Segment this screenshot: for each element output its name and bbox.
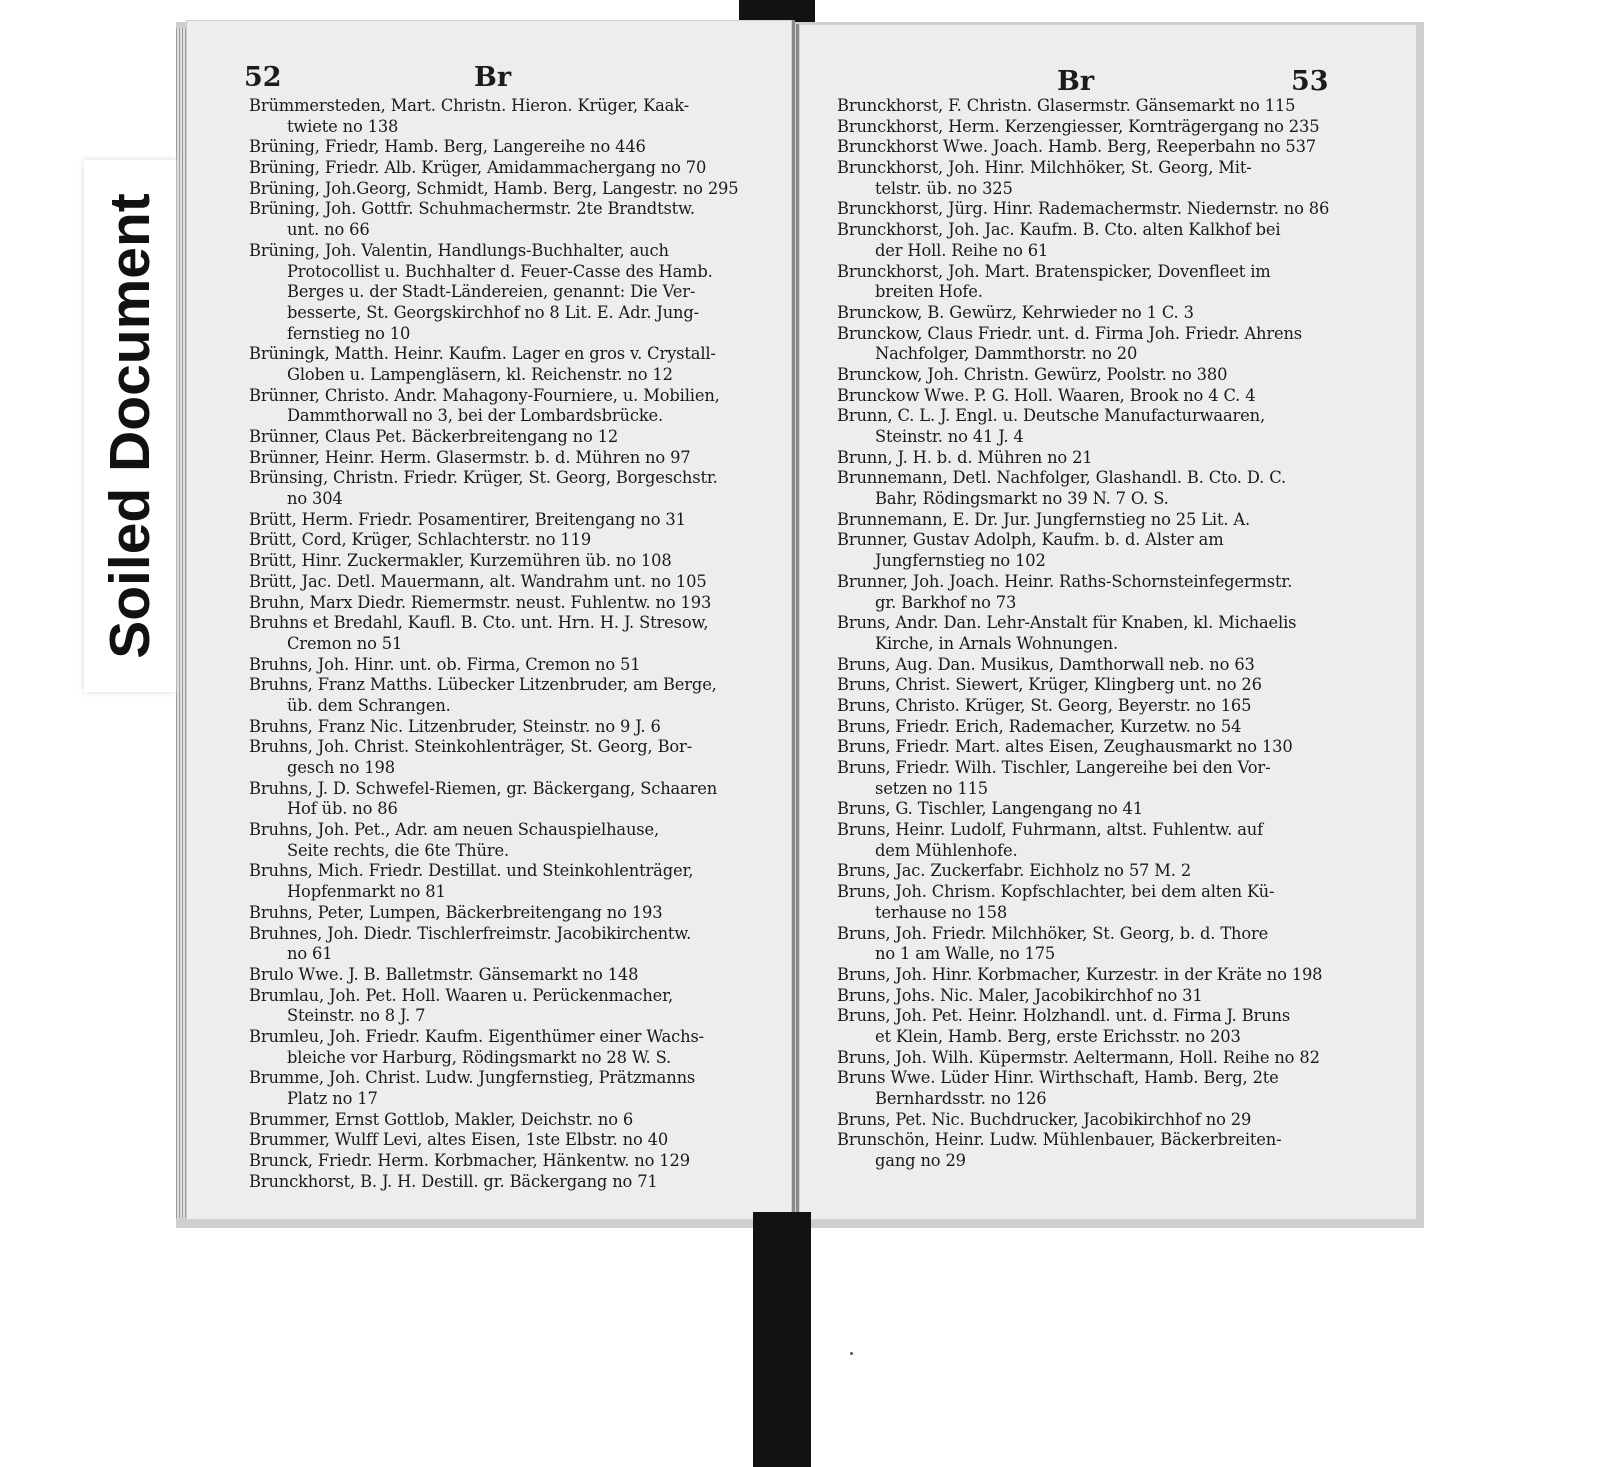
entry-continuation-line: unt. no 66 [287,220,370,240]
entry-continuation-line: Platz no 17 [287,1089,378,1108]
directory-entry-line: Brüning, Joh.Georg, Schmidt, Hamb. Berg, Langestr. no 295 [249,178,739,198]
directory-entry-line: Brunckhorst, Joh. Hinr. Milchhöker, St. Georg, Mit- [837,158,1252,178]
entry-continuation-line: no 61 [287,944,333,964]
entry-continuation-line: Nachfolger, Dammthorstr. no 20 [875,344,1138,364]
right-running-head: Br [1057,66,1095,97]
directory-entry-line: Bruhns, Joh. Christ. Steinkohlenträger, St. Georg, Bor- [249,737,693,757]
entry-continuation-line: breiten Hofe. [875,282,983,302]
entry-continuation-line: Berges u. der Stadt-Ländereien, genannt: Die Ver- [287,282,696,302]
entry-continuation-line: Steinstr. no 8 J. 7 [287,1006,426,1026]
directory-entry-line: Bruns, G. Tischler, Langengang no 41 [837,799,1143,819]
entry-continuation-line: setzen no 115 [875,778,988,798]
directory-entry-line: Bruns Wwe. Lüder Hinr. Wirthschaft, Hamb. Berg, 2te [837,1068,1279,1088]
directory-entry-line: Brünner, Christo. Andr. Mahagony-Fourniere, u. Mobilien, [249,385,720,405]
entry-continuation-line: Dammthorwall no 3, bei der Lombardsbrücke. [287,406,664,426]
left-entry-list [249,96,754,1192]
directory-entry-line: Bruhns, Peter, Lumpen, Bäckerbreitengang no 193 [249,902,663,922]
entry-continuation-line: besserte, St. Georgskirchhof no 8 Lit. E. Adr. Jung- [287,302,700,322]
directory-entry-line: Brunckhorst, Jürg. Hinr. Rademachermstr. Niedernstr. no 86 [837,199,1330,219]
entry-continuation-line: Hopfenmarkt no 81 [287,882,446,902]
entry-continuation-line: gang no 29 [875,1151,966,1171]
entry-continuation-line: Protocollist u. Buchhalter d. Feuer-Casse des Hamb. [287,261,713,281]
directory-entry-line: Brünner, Claus Pet. Bäckerbreitengang no 12 [249,427,619,446]
entry-continuation-line: Bahr, Rödingsmarkt no 39 N. 7 O. S. [875,489,1169,509]
directory-entry-line: Bruhns, Franz Matths. Lübecker Litzenbruder, am Berge, [249,675,717,695]
directory-entry-line: Brummer, Wulff Levi, altes Eisen, 1ste Elbstr. no 40 [249,1130,669,1150]
directory-entry-line: Brumme, Joh. Christ. Ludw. Jungfernstieg, Prätzmanns [249,1068,696,1088]
directory-entry-line: Bruhn, Marx Diedr. Riemermstr. neust. Fuhlentw. no 193 [249,592,712,612]
directory-entry-line: Brüning, Joh. Gottfr. Schuhmachermstr. 2te Brandtstw. [249,199,695,219]
directory-entry-line: Bruns, Friedr. Mart. altes Eisen, Zeughausmarkt no 130 [837,737,1293,757]
directory-entry-line: Brüning, Friedr, Hamb. Berg, Langereihe no 446 [249,137,646,157]
directory-entry-line: Brunschön, Heinr. Ludw. Mühlenbauer, Bäckerbreiten- [837,1130,1282,1150]
left-page-number: 52 [244,62,282,93]
directory-entry-line: Bruhns, Mich. Friedr. Destillat. und Steinkohlenträger, [249,861,694,881]
directory-entry-line: Brütt, Hinr. Zuckermakler, Kurzemühren üb. no 108 [249,551,672,571]
directory-entry-line: Brunckow, Claus Friedr. unt. d. Firma Joh. Friedr. Ahrens [837,323,1302,343]
entry-continuation-line: Seite rechts, die 6te Thüre. [287,840,509,860]
right-page [796,24,1417,1220]
directory-entry-line: Brüningk, Matth. Heinr. Kaufm. Lager en gros v. Crystall- [249,344,716,364]
directory-entry-line: Brüning, Joh. Valentin, Handlungs-Buchhalter, auch [249,240,669,260]
entry-continuation-line: Bernhardsstr. no 126 [875,1089,1047,1108]
entry-continuation-line: gr. Barkhof no 73 [875,592,1017,612]
entry-continuation-line: Jungfernstieg no 102 [875,551,1046,571]
directory-entry-line: Bruns, Johs. Nic. Maler, Jacobikirchhof no 31 [837,985,1203,1005]
directory-entry-line: Brümmersteden, Mart. Christn. Hieron. Krüger, Kaak- [249,96,689,115]
directory-entry-line: Bruns, Joh. Pet. Heinr. Holzhandl. unt. d. Firma J. Bruns [837,1006,1291,1026]
directory-entry-line: Brunck, Friedr. Herm. Korbmacher, Hänkentw. no 129 [249,1151,690,1171]
directory-entry-line: Bruns, Joh. Friedr. Milchhöker, St. Georg, b. d. Thore [837,923,1269,943]
directory-entry-line: Bruns, Joh. Chrism. Kopfschlachter, bei dem alten Kü- [837,882,1275,902]
directory-entry-line: Brunckhorst Wwe. Joach. Hamb. Berg, Reeperbahn no 537 [837,137,1317,157]
directory-entry-line: Brummer, Ernst Gottlob, Makler, Deichstr. no 6 [249,1109,634,1129]
stamp-text: Soiled Document [98,193,162,659]
entry-continuation-line: Hof üb. no 86 [287,799,398,819]
directory-entry-line: Brunckow, B. Gewürz, Kehrwieder no 1 C. 3 [837,302,1194,322]
soiled-document-stamp [84,160,176,692]
directory-entry-line: Bruhns, J. D. Schwefel-Riemen, gr. Bäckergang, Schaaren [249,778,718,798]
right-entry-list [837,96,1337,1172]
directory-entry-line: Brunner, Joh. Joach. Heinr. Raths-Schornsteinfegermstr. [837,571,1293,591]
directory-entry-line: Bruns, Heinr. Ludolf, Fuhrmann, altst. Fuhlentw. auf [837,820,1263,840]
dust-speck [850,1352,853,1355]
entry-continuation-line: terhause no 158 [875,902,1008,922]
entry-continuation-line: fernstieg no 10 [287,323,411,343]
directory-entry-line: Brunckow, Joh. Christn. Gewürz, Poolstr. no 380 [837,364,1228,384]
directory-entry-line: Brunckow Wwe. P. G. Holl. Waaren, Brook no 4 C. 4 [837,385,1256,405]
directory-entry-line: Bruns, Aug. Dan. Musikus, Damthorwall neb. no 63 [837,654,1255,674]
directory-entry-line: Bruns, Joh. Hinr. Korbmacher, Kurzestr. in der Kräte no 198 [837,964,1323,984]
entry-continuation-line: twiete no 138 [287,116,399,136]
directory-entry-line: Bruns, Jac. Zuckerfabr. Eichholz no 57 M. 2 [837,861,1192,881]
directory-entry-line: Bruns, Pet. Nic. Buchdrucker, Jacobikirchhof no 29 [837,1109,1252,1129]
directory-entry-line: Brunn, J. H. b. d. Mühren no 21 [837,447,1093,467]
directory-entry-line: Brüning, Friedr. Alb. Krüger, Amidammachergang no 70 [249,158,707,178]
directory-entry-line: Brumleu, Joh. Friedr. Kaufm. Eigenthümer einer Wachs- [249,1026,705,1046]
entry-continuation-line: Kirche, in Arnals Wohnungen. [875,633,1118,653]
entry-continuation-line: no 1 am Walle, no 175 [875,944,1056,964]
entry-continuation-line: et Klein, Hamb. Berg, erste Erichsstr. no 203 [875,1026,1241,1046]
directory-entry-line: Bruns, Friedr. Wilh. Tischler, Langereihe bei den Vor- [837,758,1271,777]
entry-continuation-line: Cremon no 51 [287,633,403,653]
directory-entry-line: Bruns, Christo. Krüger, St. Georg, Beyerstr. no 165 [837,695,1252,715]
directory-entry-line: Brumlau, Joh. Pet. Holl. Waaren u. Perückenmacher, [249,985,674,1005]
directory-entry-line: Brunckhorst, B. J. H. Destill. gr. Bäckergang no 71 [249,1171,658,1191]
directory-entry-line: Brunner, Gustav Adolph, Kaufm. b. d. Alster am [837,530,1224,550]
directory-entry-line: Bruhns, Joh. Pet., Adr. am neuen Schauspielhause, [249,820,660,840]
entry-continuation-line: Steinstr. no 41 J. 4 [875,427,1024,446]
directory-entry-line: Brütt, Herm. Friedr. Posamentirer, Breitengang no 31 [249,509,686,529]
directory-entry-line: Brunn, C. L. J. Engl. u. Deutsche Manufacturwaaren, [837,406,1266,426]
directory-entry-line: Bruhns, Franz Nic. Litzenbruder, Steinstr. no 9 J. 6 [249,716,661,736]
directory-entry-line: Brulo Wwe. J. B. Balletmstr. Gänsemarkt no 148 [249,964,639,984]
spine-bottom-band [753,1212,811,1467]
entry-continuation-line: no 304 [287,489,343,509]
directory-entry-line: Bruns, Friedr. Erich, Rademacher, Kurzetw. no 54 [837,716,1242,736]
right-page-number: 53 [1291,66,1329,97]
entry-continuation-line: dem Mühlenhofe. [875,840,1018,860]
entry-continuation-line: der Holl. Reihe no 61 [875,240,1049,260]
directory-entry-line: Bruhns, Joh. Hinr. unt. ob. Firma, Cremon no 51 [249,654,641,674]
directory-entry-line: Brunckhorst, Joh. Mart. Bratenspicker, Dovenfleet im [837,261,1271,281]
directory-entry-line: Brunckhorst, Herm. Kerzengiesser, Kornträgergang no 235 [837,116,1320,136]
directory-entry-line: Brünner, Heinr. Herm. Glasermstr. b. d. Mühren no 97 [249,447,691,467]
directory-entry-line: Brütt, Jac. Detl. Mauermann, alt. Wandrahm unt. no 105 [249,571,707,591]
directory-entry-line: Bruhnes, Joh. Diedr. Tischlerfreimstr. Jacobikirchentw. [249,923,692,943]
entry-continuation-line: Globen u. Lampengläsern, kl. Reichenstr. no 12 [287,364,673,384]
directory-entry-line: Bruns, Christ. Siewert, Krüger, Klingberg unt. no 26 [837,675,1262,695]
left-running-head: Br [474,62,512,93]
directory-entry-line: Brütt, Cord, Krüger, Schlachterstr. no 119 [249,530,592,550]
directory-entry-line: Bruhns et Bredahl, Kaufl. B. Cto. unt. Hrn. H. J. Stresow, [249,613,709,633]
directory-entry-line: Brunckhorst, Joh. Jac. Kaufm. B. Cto. alten Kalkhof bei [837,220,1281,240]
entry-continuation-line: telstr. üb. no 325 [875,178,1013,198]
directory-entry-line: Brünsing, Christn. Friedr. Krüger, St. Georg, Borgeschstr. [249,468,718,488]
page-edges [176,28,186,1218]
directory-entry-line: Brunnemann, E. Dr. Jur. Jungfernstieg no 25 Lit. A. [837,509,1251,529]
directory-entry-line: Brunnemann, Detl. Nachfolger, Glashandl. B. Cto. D. C. [837,468,1286,488]
directory-entry-line: Brunckhorst, F. Christn. Glasermstr. Gänsemarkt no 115 [837,96,1296,115]
directory-entry-line: Bruns, Joh. Wilh. Küpermstr. Aeltermann, Holl. Reihe no 82 [837,1047,1320,1067]
entry-continuation-line: üb. dem Schrangen. [287,695,451,715]
left-page [186,20,795,1220]
directory-entry-line: Bruns, Andr. Dan. Lehr-Anstalt für Knaben, kl. Michaelis [837,613,1297,633]
entry-continuation-line: gesch no 198 [287,758,395,777]
entry-continuation-line: bleiche vor Harburg, Rödingsmarkt no 28 W. S. [287,1047,672,1067]
